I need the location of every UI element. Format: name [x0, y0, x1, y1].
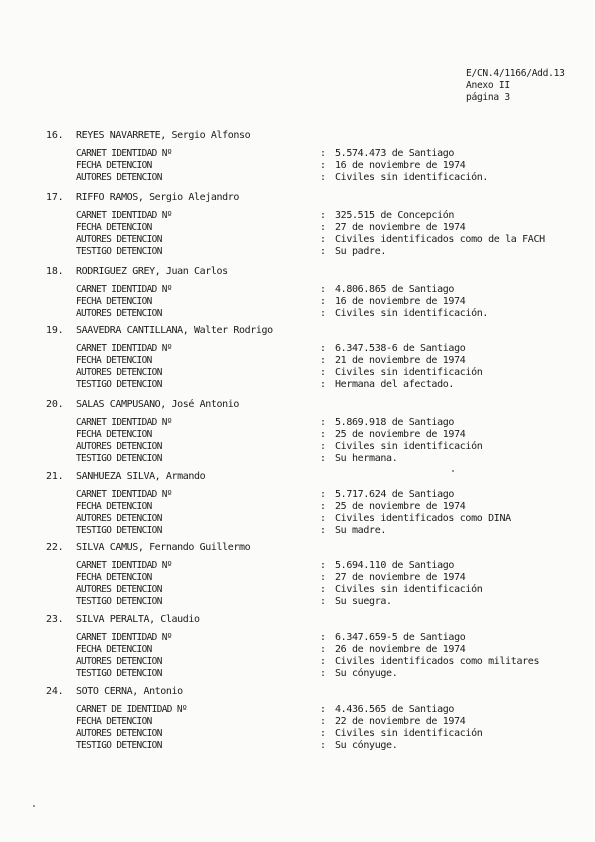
field-value: Civiles identificados como militares — [335, 656, 540, 667]
field-value: Su cónyuge. — [335, 740, 398, 751]
field-value: 25 de noviembre de 1974 — [335, 501, 466, 512]
field-label: FECHA DETENCION — [76, 296, 152, 307]
field-label: FECHA DETENCION — [76, 160, 152, 171]
field-label: CARNET IDENTIDAD Nº — [76, 148, 172, 159]
field-separator: : — [320, 656, 327, 667]
field-label: AUTORES DETENCION — [76, 308, 162, 319]
detainee-name: RODRIGUEZ GREY, Juan Carlos — [76, 266, 228, 277]
field-separator: : — [320, 210, 327, 221]
field-value: 27 de noviembre de 1974 — [335, 572, 466, 583]
detail-row — [0, 501, 595, 513]
field-value: Su hermana. — [335, 453, 398, 464]
field-separator: : — [320, 668, 327, 679]
field-value: 16 de noviembre de 1974 — [335, 296, 466, 307]
field-label: TESTIGO DETENCION — [76, 246, 162, 257]
field-value: Civiles identificados como DINA — [335, 513, 511, 524]
detail-row — [0, 355, 595, 367]
field-value: 6.347.659-5 de Santiago — [335, 632, 466, 643]
field-separator: : — [320, 284, 327, 295]
field-separator: : — [320, 355, 327, 366]
field-label: TESTIGO DETENCION — [76, 740, 162, 751]
entry-number: 18. — [46, 266, 64, 277]
field-value: 27 de noviembre de 1974 — [335, 222, 466, 233]
detail-row — [0, 584, 595, 596]
detainee-name: REYES NAVARRETE, Sergio Alfonso — [76, 130, 251, 141]
field-label: FECHA DETENCION — [76, 644, 152, 655]
field-label: AUTORES DETENCION — [76, 656, 162, 667]
detail-row — [0, 740, 595, 752]
detail-row — [0, 668, 595, 680]
field-value: Civiles sin identificación — [335, 441, 483, 452]
scan-speck — [33, 805, 35, 807]
detail-row — [0, 560, 595, 572]
detainee-name: SOTO CERNA, Antonio — [76, 686, 183, 697]
entry-number: 19. — [46, 325, 64, 336]
entry-number: 24. — [46, 686, 64, 697]
detainee-name: RIFFO RAMOS, Sergio Alejandro — [76, 192, 239, 203]
field-value: 5.694.110 de Santiago — [335, 560, 455, 571]
field-separator: : — [320, 513, 327, 524]
field-label: FECHA DETENCION — [76, 355, 152, 366]
field-label: FECHA DETENCION — [76, 222, 152, 233]
detainee-name: SANHUEZA SILVA, Armando — [76, 471, 206, 482]
detail-row — [0, 453, 595, 465]
field-value: Su madre. — [335, 525, 387, 536]
detail-row — [0, 160, 595, 172]
page-label: página 3 — [466, 92, 510, 103]
entry-number: 20. — [46, 399, 64, 410]
field-value: Su cónyuge. — [335, 668, 398, 679]
field-value: 5.717.624 de Santiago — [335, 489, 455, 500]
field-value: Civiles sin identificación — [335, 367, 483, 378]
field-label: AUTORES DETENCION — [76, 728, 162, 739]
field-separator: : — [320, 584, 327, 595]
field-separator: : — [320, 148, 327, 159]
detail-row — [0, 572, 595, 584]
field-value: Su suegra. — [335, 596, 392, 607]
field-value: 4.436.565 de Santiago — [335, 704, 455, 715]
field-separator: : — [320, 525, 327, 536]
field-separator: : — [320, 572, 327, 583]
field-label: CARNET IDENTIDAD Nº — [76, 284, 172, 295]
field-value: 21 de noviembre de 1974 — [335, 355, 466, 366]
field-label: AUTORES DETENCION — [76, 513, 162, 524]
field-value: 6.347.538-6 de Santiago — [335, 343, 466, 354]
detainee-name: SAAVEDRA CANTILLANA, Walter Rodrigo — [76, 325, 273, 336]
field-value: 16 de noviembre de 1974 — [335, 160, 466, 171]
detail-row — [0, 367, 595, 379]
entry-number: 23. — [46, 614, 64, 625]
field-value: Civiles sin identificación — [335, 584, 483, 595]
field-separator: : — [320, 453, 327, 464]
field-label: AUTORES DETENCION — [76, 172, 162, 183]
field-value: Civiles identificados como de la FACH — [335, 234, 545, 245]
detail-row — [0, 246, 595, 258]
doc-ref-code: E/CN.4/1166/Add.13 — [466, 68, 565, 79]
field-value: Hermana del afectado. — [335, 379, 455, 390]
field-separator: : — [320, 296, 327, 307]
field-label: TESTIGO DETENCION — [76, 453, 162, 464]
field-separator: : — [320, 234, 327, 245]
field-label: CARNET DE IDENTIDAD Nº — [76, 704, 187, 715]
field-label: TESTIGO DETENCION — [76, 525, 162, 536]
field-label: FECHA DETENCION — [76, 501, 152, 512]
field-value: Civiles sin identificación. — [335, 308, 489, 319]
scan-speck — [452, 470, 454, 472]
field-separator: : — [320, 489, 327, 500]
field-separator: : — [320, 560, 327, 571]
detail-row — [0, 148, 595, 160]
detail-row — [0, 234, 595, 246]
field-separator: : — [320, 222, 327, 233]
field-label: CARNET IDENTIDAD Nº — [76, 210, 172, 221]
field-separator: : — [320, 644, 327, 655]
detail-row — [0, 417, 595, 429]
detail-row — [0, 716, 595, 728]
field-separator: : — [320, 367, 327, 378]
field-separator: : — [320, 501, 327, 512]
entry-number: 21. — [46, 471, 64, 482]
document-reference — [466, 68, 565, 104]
field-separator: : — [320, 379, 327, 390]
field-label: AUTORES DETENCION — [76, 441, 162, 452]
detainee-name: SILVA CAMUS, Fernando Guillermo — [76, 542, 251, 553]
detail-row — [0, 525, 595, 537]
detail-row — [0, 429, 595, 441]
field-value: 5.574.473 de Santiago — [335, 148, 455, 159]
field-separator: : — [320, 246, 327, 257]
field-label: CARNET IDENTIDAD Nº — [76, 417, 172, 428]
field-label: CARNET IDENTIDAD Nº — [76, 343, 172, 354]
detail-row — [0, 489, 595, 501]
field-separator: : — [320, 429, 327, 440]
detail-row — [0, 596, 595, 608]
field-label: AUTORES DETENCION — [76, 234, 162, 245]
field-label: CARNET IDENTIDAD Nº — [76, 489, 172, 500]
field-value: Civiles sin identificación — [335, 728, 483, 739]
detail-row — [0, 632, 595, 644]
detail-row — [0, 513, 595, 525]
entry-number: 22. — [46, 542, 64, 553]
detail-row — [0, 343, 595, 355]
annex-label: Anexo II — [466, 80, 510, 91]
field-label: TESTIGO DETENCION — [76, 668, 162, 679]
field-label: FECHA DETENCION — [76, 572, 152, 583]
field-separator: : — [320, 308, 327, 319]
field-separator: : — [320, 160, 327, 171]
field-label: AUTORES DETENCION — [76, 584, 162, 595]
field-label: AUTORES DETENCION — [76, 367, 162, 378]
field-value: Civiles sin identificación. — [335, 172, 489, 183]
field-separator: : — [320, 740, 327, 751]
field-label: TESTIGO DETENCION — [76, 379, 162, 390]
field-separator: : — [320, 596, 327, 607]
detail-row — [0, 728, 595, 740]
field-separator: : — [320, 716, 327, 727]
field-value: 325.515 de Concepción — [335, 210, 455, 221]
field-separator: : — [320, 417, 327, 428]
field-value: 25 de noviembre de 1974 — [335, 429, 466, 440]
field-value: Su padre. — [335, 246, 387, 257]
detail-row — [0, 656, 595, 668]
field-separator: : — [320, 704, 327, 715]
field-separator: : — [320, 343, 327, 354]
detail-row — [0, 222, 595, 234]
detail-row — [0, 296, 595, 308]
detail-row — [0, 284, 595, 296]
field-label: FECHA DETENCION — [76, 429, 152, 440]
field-separator: : — [320, 728, 327, 739]
detail-row — [0, 704, 595, 716]
detail-row — [0, 210, 595, 222]
detainee-name: SILVA PERALTA, Claudio — [76, 614, 200, 625]
detail-row — [0, 308, 595, 320]
field-value: 5.869.918 de Santiago — [335, 417, 455, 428]
detail-row — [0, 172, 595, 184]
field-value: 26 de noviembre de 1974 — [335, 644, 466, 655]
field-separator: : — [320, 632, 327, 643]
field-label: CARNET IDENTIDAD Nº — [76, 560, 172, 571]
field-label: TESTIGO DETENCION — [76, 596, 162, 607]
field-label: FECHA DETENCION — [76, 716, 152, 727]
field-separator: : — [320, 441, 327, 452]
field-value: 22 de noviembre de 1974 — [335, 716, 466, 727]
field-value: 4.806.865 de Santiago — [335, 284, 455, 295]
detail-row — [0, 441, 595, 453]
detail-row — [0, 379, 595, 391]
detainee-name: SALAS CAMPUSANO, José Antonio — [76, 399, 239, 410]
entry-number: 17. — [46, 192, 64, 203]
entry-number: 16. — [46, 130, 64, 141]
detail-row — [0, 644, 595, 656]
field-separator: : — [320, 172, 327, 183]
field-label: CARNET IDENTIDAD Nº — [76, 632, 172, 643]
